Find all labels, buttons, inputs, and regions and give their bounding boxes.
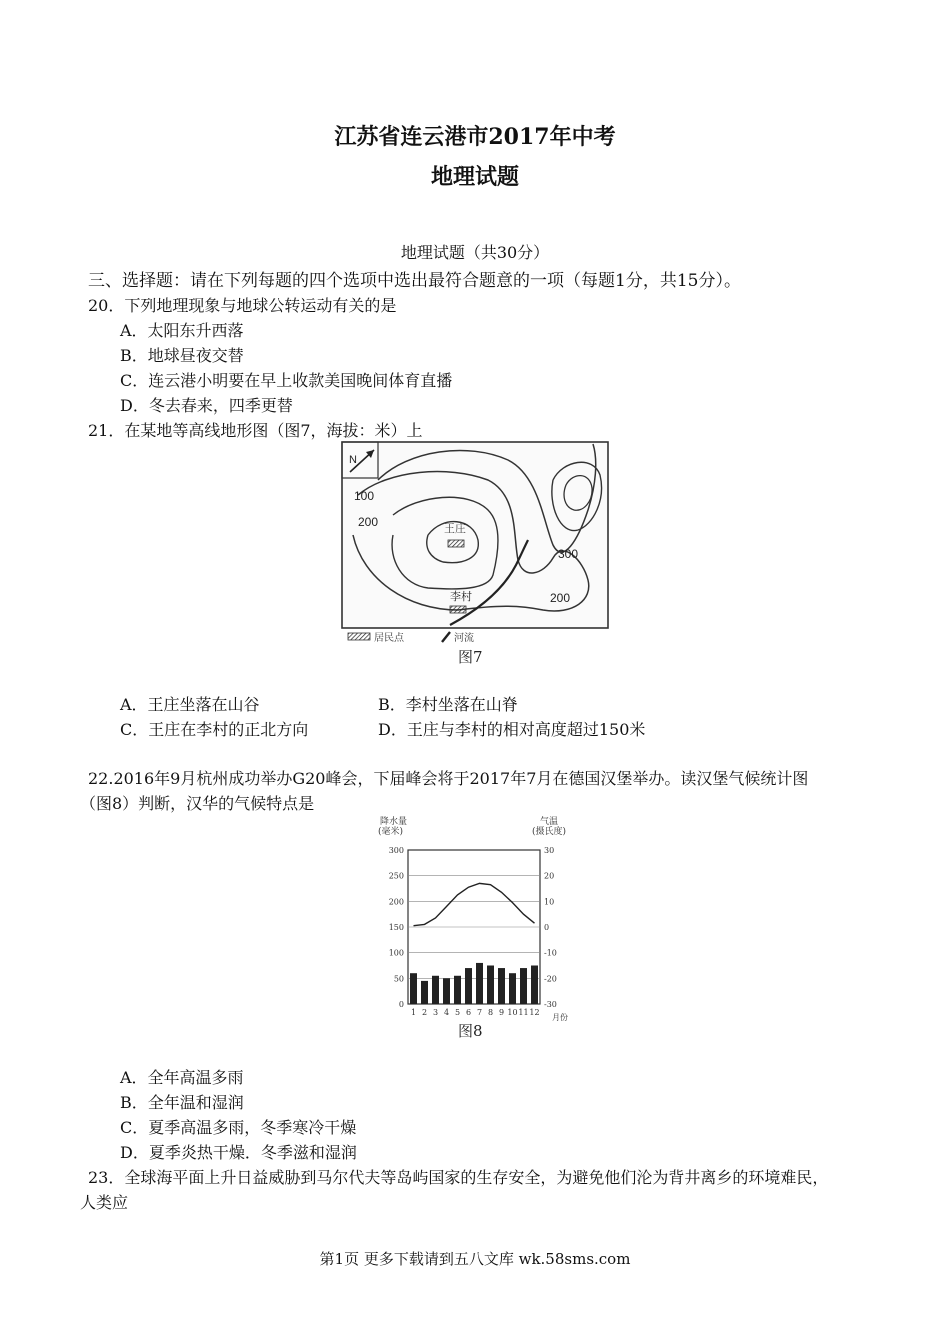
month-tick-label: 7 (476, 1008, 483, 1017)
right-axis-label-1: 气温 (540, 817, 559, 827)
month-tick-label: 12 (529, 1008, 540, 1017)
right-tick-label: 0 (544, 923, 550, 932)
settlement-li-icon (450, 606, 466, 613)
page-subtitle: 地理试题 (430, 164, 519, 190)
precip-bar (487, 966, 494, 1005)
right-tick-label: -20 (544, 974, 557, 984)
contour-label-200a: 200 (358, 515, 379, 529)
month-tick-label: 4 (443, 1008, 450, 1017)
month-tick-label: 1 (410, 1008, 417, 1017)
climate-chart (368, 812, 582, 1040)
page-title: 江苏省连云港市2017年中考 (334, 124, 616, 150)
q20-option-c: C．连云港小明要在早上收款美国晚间体育直播 (120, 371, 453, 390)
q22-option-d: D．夏季炎热干燥．冬季滋和湿润 (120, 1143, 357, 1162)
contour-map-figure (338, 440, 613, 666)
q22-option-a: A．全年高温多雨 (120, 1068, 244, 1087)
figure7-caption: 图7 (458, 648, 483, 666)
precip-bar (443, 978, 450, 1004)
precip-bar (465, 968, 472, 1004)
right-tick-label: -30 (544, 1000, 557, 1009)
place-label-li: 李村 (450, 590, 472, 603)
q21-option-c: C．王庄在李村的正北方向 (120, 720, 309, 739)
q20-option-d: D．冬去春来，四季更替 (120, 396, 293, 415)
q20-option-b: B．地球昼夜交替 (120, 346, 244, 365)
page-footer: 第1页 更多下载请到五八文库 wk.58sms.com (319, 1250, 631, 1268)
right-tick-label: 30 (544, 846, 555, 855)
month-tick-label: 6 (465, 1008, 472, 1017)
precip-bar (454, 976, 461, 1004)
contour-label-100: 100 (354, 489, 375, 503)
q22-option-c: C．夏季高温多雨，冬季寒冷干燥 (120, 1118, 357, 1137)
precip-bar (410, 973, 417, 1004)
left-tick-label: 0 (398, 1000, 404, 1009)
legend-river-label: 河流 (454, 633, 474, 644)
section-subtitle: 地理试题（共30分） (400, 243, 550, 262)
left-tick-label: 200 (388, 897, 404, 907)
x-axis-label: 月份 (552, 1013, 568, 1022)
q22-stem-line1: 22.2016年9月杭州成功举办G20峰会，下届峰会将于2017年7月在德国汉堡举办。读汉堡气候统计图 (88, 769, 809, 788)
month-tick-label: 10 (507, 1008, 518, 1017)
q22-option-b: B．全年温和湿润 (120, 1093, 244, 1112)
q21-option-b: B．李村坐落在山脊 (378, 695, 518, 714)
legend-settlement-label: 居民点 (374, 633, 404, 644)
figure8-caption: 图8 (458, 1022, 483, 1040)
q21-stem: 21．在某地等高线地形图（图7，海拔：米）上 (88, 421, 423, 440)
north-label: N (349, 454, 357, 466)
precip-bar (498, 968, 505, 1004)
month-tick-label: 2 (421, 1008, 428, 1017)
legend-settlement-icon (348, 633, 370, 640)
right-axis-label-2: (摄氏度) (532, 827, 567, 837)
temperature-line (414, 883, 535, 925)
month-tick-label: 3 (432, 1008, 439, 1017)
precip-bar (531, 966, 538, 1005)
right-tick-label: -10 (544, 948, 557, 958)
precip-bar (421, 981, 428, 1004)
precip-bar (432, 976, 439, 1004)
left-axis-label-1: 降水量 (380, 817, 408, 827)
left-tick-label: 250 (388, 871, 404, 881)
month-tick-label: 9 (498, 1008, 505, 1017)
month-tick-label: 5 (454, 1008, 461, 1017)
q20-option-a: A．太阳东升西落 (120, 321, 244, 340)
left-tick-label: 50 (393, 974, 404, 984)
q21-option-a: A．王庄坐落在山谷 (120, 695, 260, 714)
right-tick-label: 20 (544, 871, 555, 881)
month-tick-label: 11 (518, 1008, 529, 1017)
left-tick-label: 150 (388, 923, 404, 932)
section-instruction: 三、选择题：请在下列每题的四个选项中选出最符合题意的一项（每题1分，共15分）。 (88, 271, 741, 291)
left-tick-label: 300 (388, 846, 404, 855)
q21-option-d: D．王庄与李村的相对高度超过150米 (378, 720, 646, 739)
q23-stem-line1: 23．全球海平面上升日益威胁到马尔代夫等岛屿国家的生存安全，为避免他们沦为背井离乡的环境难民， (88, 1168, 829, 1187)
month-tick-label: 8 (487, 1008, 494, 1017)
legend-river-icon (442, 632, 450, 642)
precip-bar (520, 968, 527, 1004)
q23-stem-line2: 人类应 (80, 1193, 129, 1212)
precip-bar (509, 973, 516, 1004)
place-label-wang: 王庄 (444, 522, 466, 535)
left-tick-label: 100 (388, 948, 404, 958)
contour-label-300: 300 (558, 547, 579, 561)
settlement-wang-icon (448, 540, 464, 547)
contour-label-200b: 200 (550, 591, 571, 605)
q22-stem-line2: （图8）判断，汉华的气候特点是 (80, 794, 315, 813)
right-tick-label: 10 (544, 897, 555, 907)
precip-bar (476, 963, 483, 1004)
left-axis-label-2: (毫米) (378, 827, 404, 837)
q20-stem: 20．下列地理现象与地球公转运动有关的是 (88, 296, 397, 315)
